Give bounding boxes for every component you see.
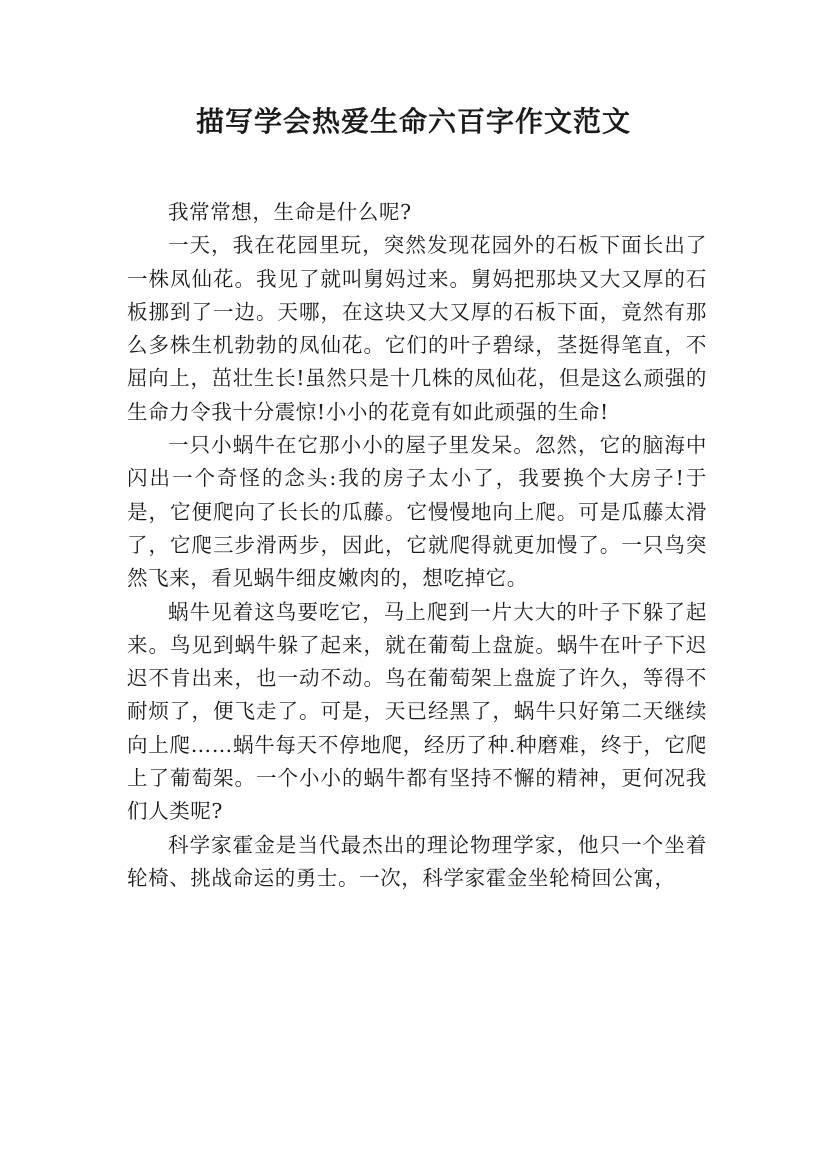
paragraph: 我常常想，生命是什么呢? xyxy=(168,200,412,224)
paragraph: 科学家霍金是当代最杰出的理论物理学家，他只一个坐着轮椅、挑战命运的勇士。一次，科学家霍金坐轮椅回公寓， xyxy=(127,832,707,890)
paragraph: 一只小蜗牛在它那小小的屋子里发呆。忽然，它的脑海中闪出一个奇怪的念头:我的房子太小了，我要换个大房子!于是，它便爬向了长长的瓜藤。它慢慢地向上爬。可是瓜藤太滑了，它爬三步滑两步，因此，它就爬得就更加慢了。一只鸟突然飞来，看见蜗牛细皮嫩肉的，想吃掉它。 xyxy=(127,433,707,591)
document-body xyxy=(127,196,707,895)
paragraph: 一天，我在花园里玩，突然发现花园外的石板下面长出了一株凤仙花。我见了就叫舅妈过来。舅妈把那块又大又厚的石板挪到了一边。天哪，在这块又大又厚的石板下面，竟然有那么多株生机勃勃的凤仙花。它们的叶子碧绿，茎挺得笔直，不屈向上，茁壮生长!虽然只是十几株的凤仙花，但是这么顽强的生命力令我十分震惊!小小的花竟有如此顽强的生命! xyxy=(127,233,707,424)
paragraph: 蜗牛见着这鸟要吃它，马上爬到一片大大的叶子下躲了起来。鸟见到蜗牛躲了起来，就在葡萄上盘旋。蜗牛在叶子下迟迟不肯出来，也一动不动。鸟在葡萄架上盘旋了许久，等得不耐烦了，便飞走了。可是，天已经黑了，蜗牛只好第二天继续向上爬……蜗牛每天不停地爬，经历了种.种磨难，终于，它爬上了葡萄架。一个小小的蜗牛都有坚持不懈的精神，更何况我们人类呢? xyxy=(127,599,707,824)
document-title: 描写学会热爱生命六百字作文范文 xyxy=(195,105,631,138)
